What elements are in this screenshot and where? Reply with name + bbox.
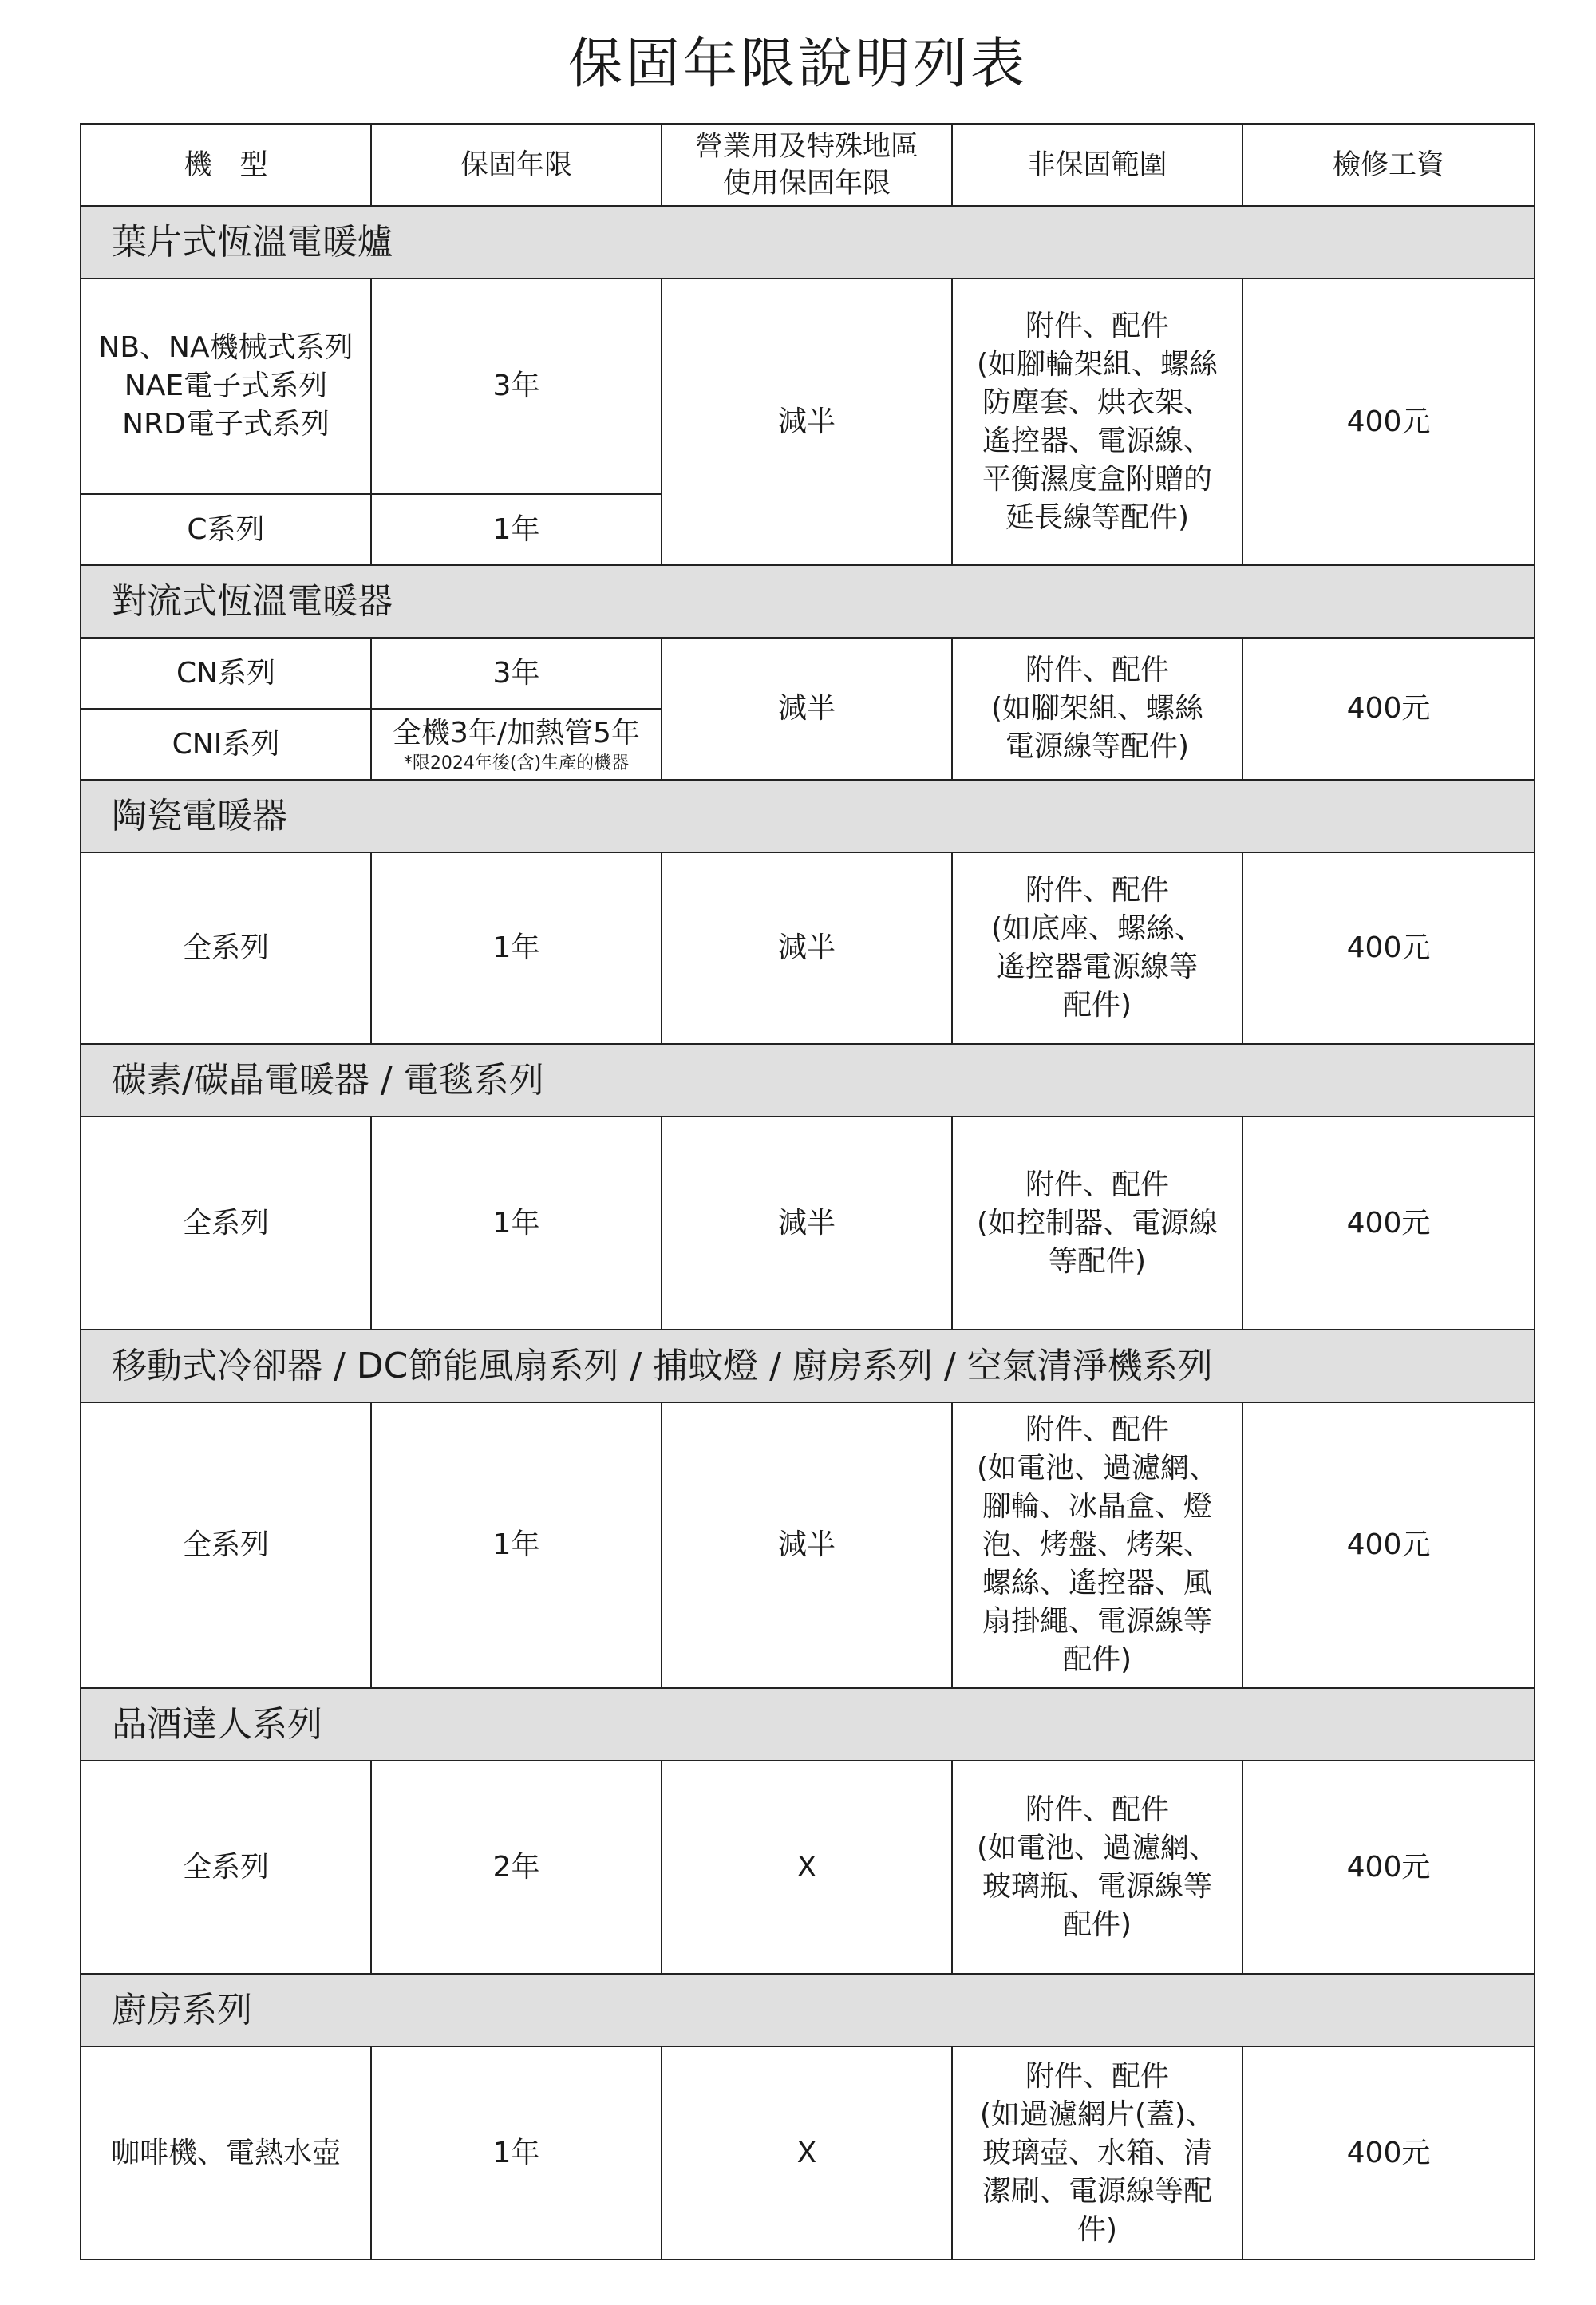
excluded-line: 附件、配件 bbox=[1025, 1793, 1169, 1826]
commercial-cell: 減半 bbox=[662, 638, 952, 780]
header-model: 機 型 bbox=[81, 124, 371, 206]
section-header-row bbox=[81, 1044, 1535, 1117]
repair-fee-cell: 400元 bbox=[1242, 2046, 1535, 2260]
commercial-cell: 減半 bbox=[662, 1402, 952, 1688]
excluded-line: 件) bbox=[1077, 2212, 1118, 2246]
excluded-line: 附件、配件 bbox=[1025, 654, 1169, 686]
table-row bbox=[81, 2046, 1535, 2260]
model-cell bbox=[81, 1117, 371, 1330]
table-row bbox=[81, 1761, 1535, 1974]
excluded-cell bbox=[952, 279, 1242, 565]
excluded-cell bbox=[952, 1117, 1242, 1330]
section-header-row bbox=[81, 206, 1535, 279]
warranty-cell bbox=[371, 1761, 662, 1974]
warranty-cell bbox=[371, 494, 662, 565]
excluded-line: 玻璃瓶、電源線等 bbox=[982, 1869, 1212, 1903]
table-row bbox=[81, 638, 1535, 709]
excluded-line: (如底座、螺絲、 bbox=[990, 912, 1204, 945]
section-title: 對流式恆溫電暖器 bbox=[81, 565, 1535, 638]
model-line: 全系列 bbox=[182, 931, 269, 964]
warranty-value: 1年 bbox=[492, 1528, 540, 1561]
section-header-row bbox=[81, 565, 1535, 638]
excluded-line: 附件、配件 bbox=[1025, 874, 1169, 907]
section-header-row bbox=[81, 1688, 1535, 1761]
warranty-value: 3年 bbox=[492, 656, 540, 690]
excluded-cell bbox=[952, 1761, 1242, 1974]
excluded-line: 腳輪、冰晶盒、燈 bbox=[982, 1490, 1212, 1523]
repair-fee-cell: 400元 bbox=[1242, 638, 1535, 780]
warranty-cell bbox=[371, 1402, 662, 1688]
model-cell bbox=[81, 2046, 371, 2260]
section-title: 碳素/碳晶電暖器 / 電毯系列 bbox=[81, 1044, 1535, 1117]
excluded-line: 電源線等配件) bbox=[1005, 730, 1190, 763]
model-cell bbox=[81, 852, 371, 1044]
commercial-cell: X bbox=[662, 1761, 952, 1974]
excluded-line: (如過濾網片(蓋)、 bbox=[979, 2097, 1215, 2131]
excluded-line: 遙控器電源線等 bbox=[996, 951, 1198, 983]
excluded-line: 防塵套、烘衣架、 bbox=[982, 385, 1212, 419]
warranty-table bbox=[80, 123, 1535, 2260]
commercial-cell: X bbox=[662, 2046, 952, 2260]
model-cell bbox=[81, 1402, 371, 1688]
warranty-cell bbox=[371, 852, 662, 1044]
excluded-line: 配件) bbox=[1062, 1643, 1132, 1676]
header-row bbox=[81, 124, 1535, 206]
header-excluded: 非保固範圍 bbox=[952, 124, 1242, 206]
excluded-line: (如腳輪架組、螺絲 bbox=[976, 347, 1219, 381]
repair-fee-cell: 400元 bbox=[1242, 279, 1535, 565]
warranty-value: 1年 bbox=[492, 2136, 540, 2169]
repair-fee-cell: 400元 bbox=[1242, 1117, 1535, 1330]
model-line: CNI系列 bbox=[172, 727, 280, 761]
model-cell bbox=[81, 494, 371, 565]
section-header-row bbox=[81, 1330, 1535, 1402]
header-repair-fee: 檢修工資 bbox=[1242, 124, 1535, 206]
excluded-line: 延長線等配件) bbox=[1005, 500, 1190, 534]
model-cell bbox=[81, 1761, 371, 1974]
model-line: NAE電子式系列 bbox=[124, 370, 328, 402]
repair-fee-cell: 400元 bbox=[1242, 1761, 1535, 1974]
commercial-cell: 減半 bbox=[662, 1117, 952, 1330]
warranty-value: 1年 bbox=[492, 1206, 540, 1239]
warranty-cell bbox=[371, 279, 662, 494]
excluded-line: 螺絲、遙控器、風 bbox=[982, 1567, 1212, 1599]
excluded-cell bbox=[952, 852, 1242, 1044]
excluded-line: 附件、配件 bbox=[1025, 309, 1169, 342]
page-title: 保固年限說明列表 bbox=[567, 33, 1028, 96]
section-header-row bbox=[81, 780, 1535, 852]
model-line: 全系列 bbox=[182, 1528, 269, 1561]
warranty-cell bbox=[371, 638, 662, 709]
excluded-cell bbox=[952, 1402, 1242, 1688]
header-warranty: 保固年限 bbox=[371, 124, 662, 206]
warranty-cell bbox=[371, 2046, 662, 2260]
warranty-cell bbox=[371, 1117, 662, 1330]
excluded-line: 附件、配件 bbox=[1025, 1413, 1169, 1446]
table-row bbox=[81, 1402, 1535, 1688]
excluded-line: (如電池、過濾網、 bbox=[976, 1452, 1219, 1485]
model-cell bbox=[81, 638, 371, 709]
model-line: NRD電子式系列 bbox=[122, 408, 330, 441]
excluded-line: 等配件) bbox=[1048, 1244, 1147, 1278]
excluded-cell bbox=[952, 2046, 1242, 2260]
section-title: 移動式冷卻器 / DC節能風扇系列 / 捕蚊燈 / 廚房系列 / 空氣清淨機系列 bbox=[81, 1330, 1535, 1402]
excluded-cell bbox=[952, 638, 1242, 780]
excluded-line: 配件) bbox=[1062, 1908, 1132, 1941]
excluded-line: 潔刷、電源線等配 bbox=[982, 2174, 1212, 2208]
model-line: 全系列 bbox=[182, 1206, 269, 1239]
excluded-line: 平衡濕度盒附贈的 bbox=[982, 462, 1212, 496]
header-commercial: 營業用及特殊地區 使用保固年限 bbox=[662, 124, 952, 206]
excluded-line: 泡、烤盤、烤架、 bbox=[982, 1528, 1212, 1561]
model-line: NB、NA機械式系列 bbox=[98, 331, 354, 364]
warranty-value: 1年 bbox=[492, 512, 540, 546]
repair-fee-cell: 400元 bbox=[1242, 1402, 1535, 1688]
section-title: 品酒達人系列 bbox=[81, 1688, 1535, 1761]
model-line: C系列 bbox=[187, 512, 265, 546]
commercial-cell: 減半 bbox=[662, 279, 952, 565]
table-row bbox=[81, 1117, 1535, 1330]
excluded-line: 附件、配件 bbox=[1025, 1168, 1169, 1201]
excluded-line: (如電池、過濾網、 bbox=[976, 1831, 1219, 1864]
excluded-line: 扇掛繩、電源線等 bbox=[982, 1605, 1212, 1638]
model-cell bbox=[81, 709, 371, 780]
excluded-line: (如腳架組、螺絲 bbox=[990, 692, 1204, 725]
excluded-line: 遙控器、電源線、 bbox=[982, 424, 1212, 457]
section-header-row bbox=[81, 1974, 1535, 2046]
commercial-cell: 減半 bbox=[662, 852, 952, 1044]
excluded-line: 附件、配件 bbox=[1025, 2059, 1169, 2093]
repair-fee-cell: 400元 bbox=[1242, 852, 1535, 1044]
model-line: 全系列 bbox=[182, 1850, 269, 1884]
excluded-line: (如控制器、電源線 bbox=[976, 1206, 1219, 1239]
warranty-value: 全機3年/加熱管5年 bbox=[393, 716, 640, 749]
warranty-cell bbox=[371, 709, 662, 780]
table-row bbox=[81, 852, 1535, 1044]
section-title: 葉片式恆溫電暖爐 bbox=[81, 206, 1535, 279]
warranty-value: 3年 bbox=[492, 370, 540, 402]
model-line: CN系列 bbox=[176, 656, 276, 690]
table-row bbox=[81, 279, 1535, 494]
warranty-note: *限2024年後(含)生產的機器 bbox=[403, 753, 630, 773]
warranty-value: 1年 bbox=[492, 931, 540, 964]
model-cell bbox=[81, 279, 371, 494]
warranty-value: 2年 bbox=[492, 1850, 540, 1884]
section-title: 廚房系列 bbox=[81, 1974, 1535, 2046]
model-line: 咖啡機、電熱水壺 bbox=[110, 2136, 341, 2169]
section-title: 陶瓷電暖器 bbox=[81, 780, 1535, 852]
excluded-line: 配件) bbox=[1062, 989, 1132, 1022]
excluded-line: 玻璃壺、水箱、清 bbox=[982, 2136, 1212, 2169]
